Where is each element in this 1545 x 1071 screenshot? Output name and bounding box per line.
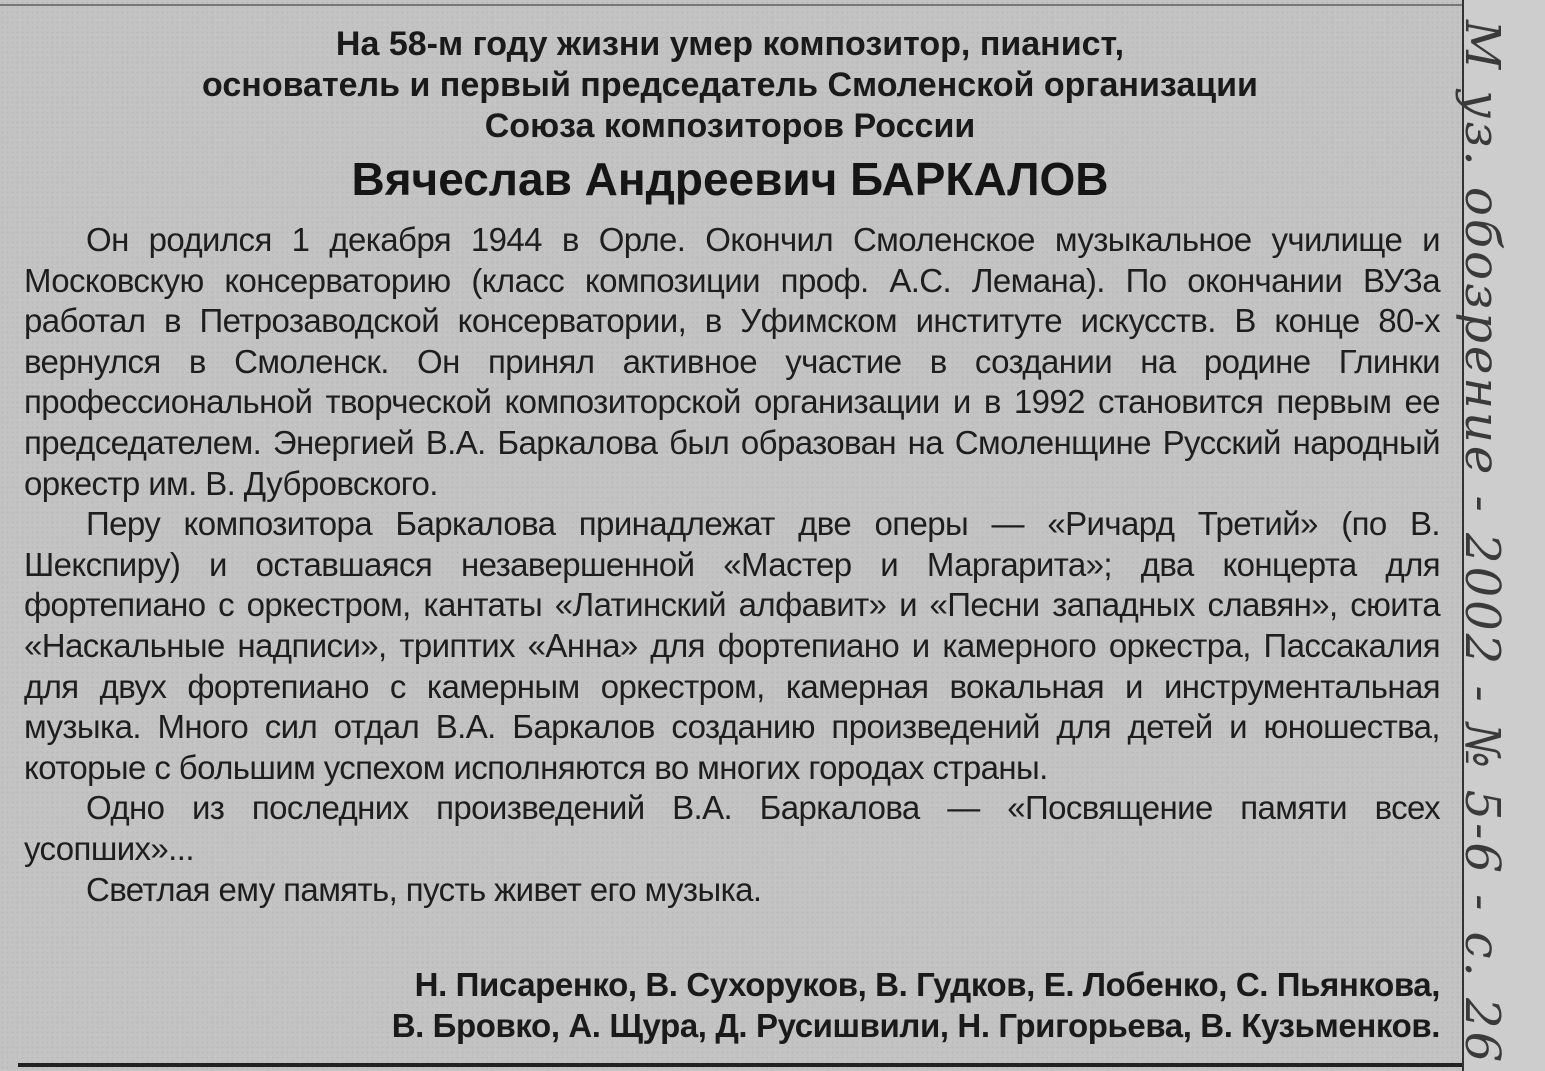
paragraph-biography: Он родился 1 декабря 1944 в Орле. Окончил Смоленское музыкальное училище и Московскую консерваторию (класс композиции проф. А.С. Лемана). По окончании ВУЗа работал в Петрозаводской консерватории, в Уфимском институте искусств. В конце 80-х вернулся в Смоленск. Он принял активное участие в создании на родине Глинки профессиональной творческой композиторской организации и в 1992 становится первым ее председателем. Энергией В.А. Баркалова был образован на Смоленщине Русский народный оркестр им. В. Дубровского. [24, 221, 1440, 502]
signatures-line-2: В. Бровко, А. Щура, Д. Русишвили, Н. Григорьева, В. Кузьменков. [391, 1007, 1440, 1044]
bottom-rule [18, 1063, 1462, 1067]
paragraph-works: Перу композитора Баркалова принадлежат две оперы — «Ричард Третий» (по В. Шекспиру) и оставшаяся незавершенной «Мастер и Маргарита»; два концерта для фортепиано с оркестром, кантаты «Латинский алфавит» и «Песни западных славян», сюита «Наскальные надписи», триптих «Анна» для фортепиано и камерного оркестра, Пассакалия для двух фортепиано с камерным оркестром, камерная вокальная и инструментальная музыка. Много сил отдал В.А. Баркалов созданию произведений для детей и юношества, которые с большим успехом исполняются во многих городах страны. [24, 505, 1440, 786]
signatures [20, 964, 1440, 1046]
headline-line-2: основатель и первый председатель Смоленской организации [202, 66, 1258, 104]
top-rule [0, 4, 1462, 6]
composer-name: Вячеслав Андреевич БАРКАЛОВ [351, 153, 1109, 205]
paragraph-last-work: Одно из последних произведений В.А. Баркалова — «Посвящение памяти всех усопших»... [24, 789, 1440, 867]
headline [20, 24, 1440, 147]
obituary-body [24, 220, 1440, 910]
headline-line-3: Союза композиторов России [484, 107, 976, 145]
headline-line-1: На 58-м году жизни умер композитор, пианист, [335, 25, 1125, 63]
handwritten-source-note [1454, 20, 1536, 1066]
signatures-line-1: Н. Писаренко, В. Сухоруков, В. Гудков, Е. Лобенко, С. Пьянкова, [414, 966, 1440, 1003]
handwritten-note-text: М уз. обозрение - 2002 - № 5-6 - с. 26 [1454, 20, 1510, 1066]
paragraph-farewell: Светлая ему память, пусть живет его музыка. [86, 870, 762, 908]
